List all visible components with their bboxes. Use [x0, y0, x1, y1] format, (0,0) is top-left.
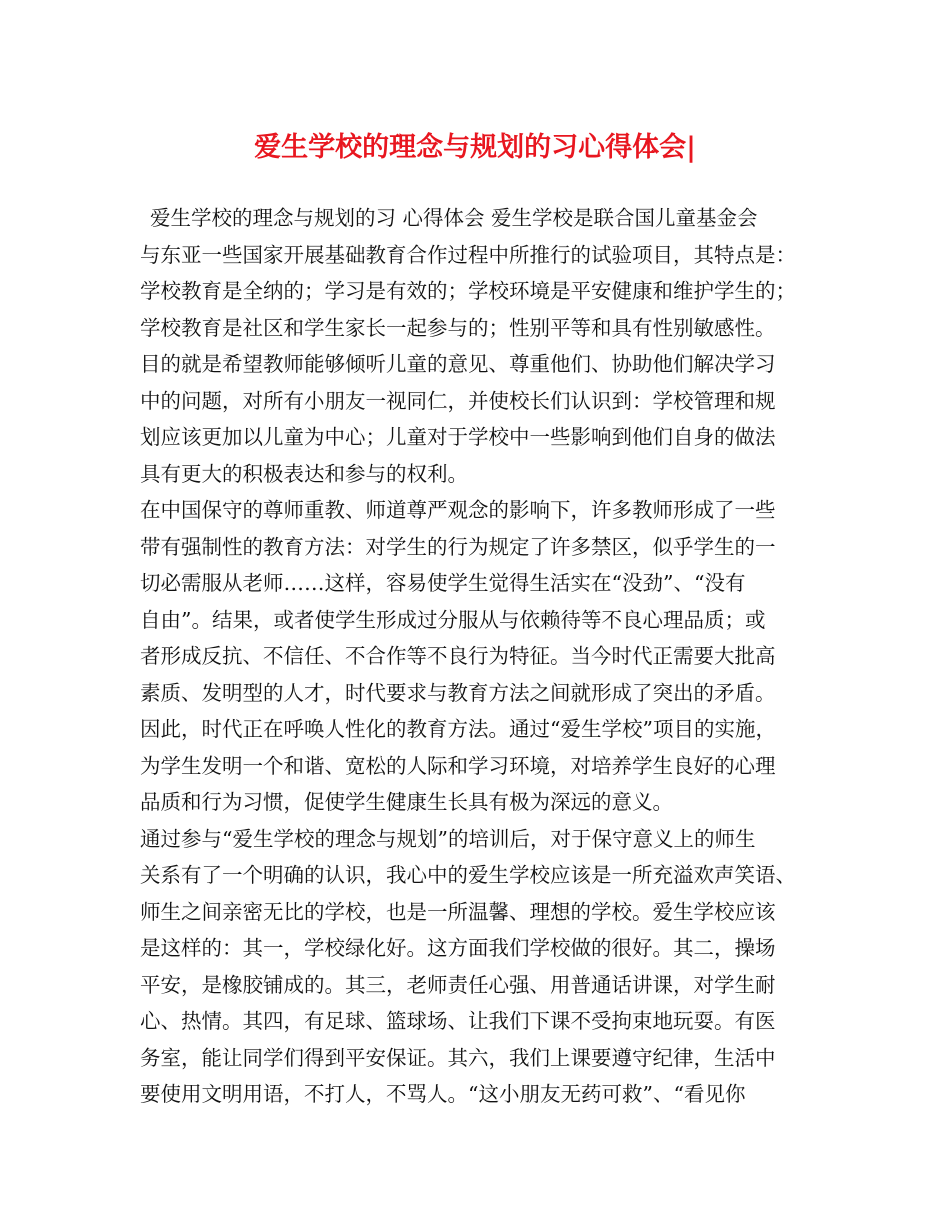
body-line: 平安，是橡胶铺成的。其三，老师责任心强、用普通话讲课，对学生耐 — [140, 972, 776, 997]
body-line: 通过参与“爱生学校的理念与规划”的培训后，对于保守意义上的师生 — [140, 826, 756, 851]
body-line: 为学生发明一个和谐、宽松的人际和学习环境，对培养学生良好的心理 — [140, 753, 776, 778]
body-line: 自由”。结果，或者使学生形成过分服从与依赖待等不良心理品质；或 — [140, 607, 766, 632]
body-line: 划应该更加以儿童为中心；儿童对于学校中一些影响到他们自身的做法 — [140, 425, 776, 449]
body-line: 品质和行为习惯，促使学生健康生长具有极为深远的意义。 — [140, 790, 673, 814]
body-line: 要使用文明用语，不打人，不骂人。“这小朋友无药可救”、“看见你 — [140, 1082, 746, 1106]
body-line: 目的就是希望教师能够倾听儿童的意见、尊重他们、协助他们解决学习 — [140, 352, 776, 376]
document-title: 爱生学校的理念与规划的习心得体会| — [254, 132, 696, 163]
body-line: 与东亚一些国家开展基础教育合作过程中所推行的试验项目，其特点是： — [140, 242, 796, 267]
body-line: 具有更大的积极表达和参与的权利。 — [140, 461, 468, 486]
body-line: 在中国保守的尊师重教、师道尊严观念的影响下，许多教师形成了一些 — [140, 498, 776, 522]
body-line: 素质、发明型的人才，时代要求与教育方法之间就形成了突出的矛盾。 — [140, 680, 776, 705]
body-line: 学校教育是全纳的；学习是有效的；学校环境是平安健康和维护学生的； — [140, 279, 796, 303]
body-line: 是这样的：其一，学校绿化好。这方面我们学校做的很好。其二，操场 — [140, 936, 776, 960]
body-line: 师生之间亲密无比的学校，也是一所温馨、理想的学校。爱生学校应该 — [140, 899, 776, 924]
document-body — [140, 200, 830, 1113]
body-line: 务室，能让同学们得到平安保证。其六，我们上课要遵守纪律，生活中 — [140, 1045, 776, 1070]
body-line: 学校教育是社区和学生家长一起参与的；性别平等和具有性别敏感性。 — [140, 315, 776, 340]
body-line: 带有强制性的教育方法：对学生的行为规定了许多禁区，似乎学生的一 — [140, 534, 776, 559]
body-line: 者形成反抗、不信任、不合作等不良行为特征。当今时代正需要大批高 — [140, 644, 776, 668]
body-line: 关系有了一个明确的认识，我心中的爱生学校应该是一所充溢欢声笑语、 — [140, 863, 796, 887]
body-line: 切必需服从老师……这样，容易使学生觉得生活实在“没劲”、“没有 — [140, 571, 746, 595]
body-line: 心、热情。其四，有足球、篮球场、让我们下课不受拘束地玩耍。有医 — [140, 1009, 776, 1033]
body-line: 爱生学校的理念与规划的习 心得体会 爱生学校是联合国儿童基金会 — [150, 206, 758, 230]
body-line: 因此，时代正在呼唤人性化的教育方法。通过“爱生学校”项目的实施， — [140, 717, 776, 741]
body-line: 中的问题，对所有小朋友一视同仁，并使校长们认识到：学校管理和规 — [140, 388, 776, 413]
